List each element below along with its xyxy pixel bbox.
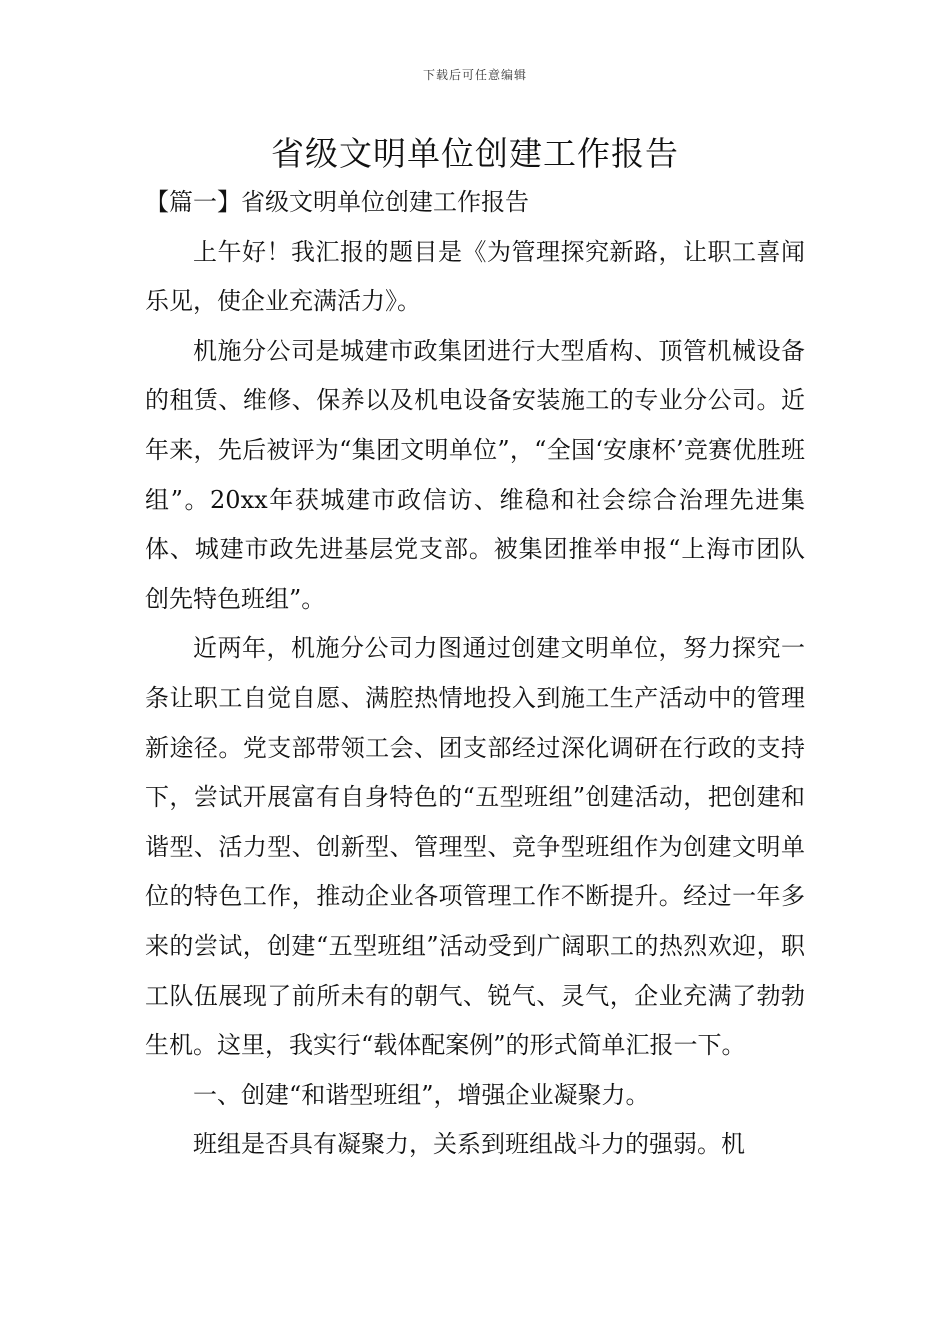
document-title: 省级文明单位创建工作报告 <box>271 134 679 173</box>
paragraph: 上午好！我汇报的题目是《为管理探究新路，让职工喜闻乐见，使企业充满活力》。 <box>145 237 805 316</box>
paragraph: 班组是否具有凝聚力，关系到班组战斗力的强弱。机 <box>193 1130 745 1159</box>
section-label: 【篇一】省级文明单位创建工作报告 <box>145 188 529 216</box>
document-body <box>145 178 805 1170</box>
paragraph: 近两年，机施分公司力图通过创建文明单位，努力探究一条让职工自觉自愿、满腔热情地投入到施工生产活动中的管理新途径。党支部带领工会、团支部经过深化调研在行政的支持下，尝试开展富有自身特色的“五型班组”创建活动，把创建和谐型、活力型、创新型、管理型、竞争型班组作为创建文明单位的特色工作，推动企业各项管理工作不断提升。经过一年多来的尝试，创建“五型班组”活动受到广阔职工的热烈欢迎，职工队伍展现了前所未有的朝气、锐气、灵气，企业充满了勃勃生机。这里，我实行“载体配案例”的形式简单汇报一下。 <box>145 634 805 1060</box>
paragraph: 机施分公司是城建市政集团进行大型盾构、顶管机械设备的租赁、维修、保养以及机电设备安装施工的专业分公司。近年来，先后被评为“集团文明单位”，“全国‘安康杯’竞赛优胜班组”。20xx年获城建市政信访、维稳和社会综合治理先进集体、城建市政先进基层党支部。被集团推举申报“上海市团队创先特色班组”。 <box>145 336 805 613</box>
section-heading: 一、创建“和谐型班组”，增强企业凝聚力。 <box>193 1080 650 1109</box>
header-note: 下载后可任意编辑 <box>422 68 527 82</box>
